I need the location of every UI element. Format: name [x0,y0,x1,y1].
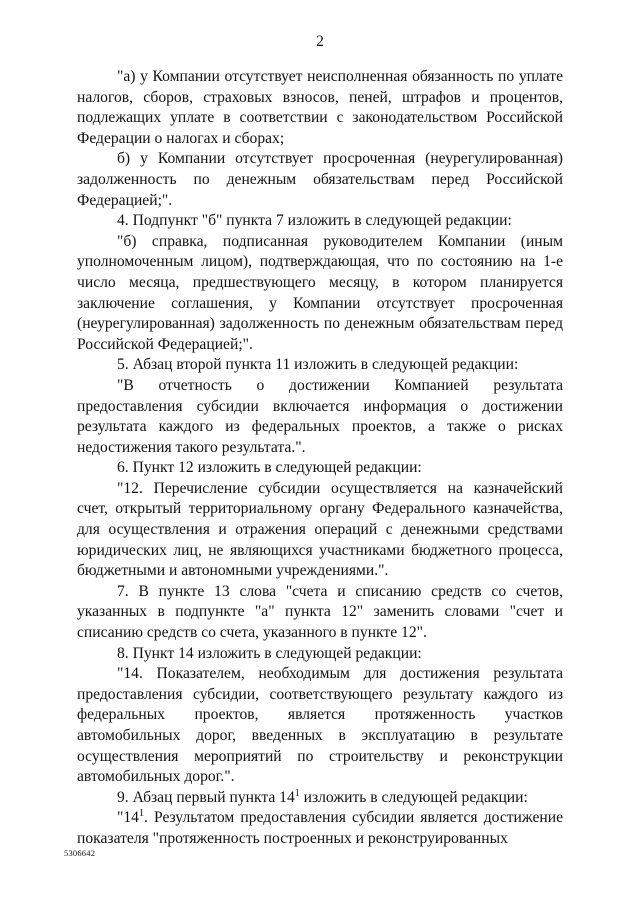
paragraph-6-text: "12. Перечисление субсидии осуществляется на казначейский счет, открытый территориальному органу Федерального казначейства, для осуществления и отражения операций с денежными средствами юридических лиц, не являющихся участниками бюджетного процесса, бюджетными и автономными учреждениями.". [77,479,563,580]
document-body [77,67,563,850]
paragraph-9-before: 9. Абзац первый пункта 14 [117,788,295,806]
paragraph-9-text-after: . Результатом предоставления субсидии является достижение показателя "протяженность построенных и реконструированных [77,809,563,847]
paragraph-8-text: "14. Показателем, необходимым для достижения результата предоставления субсидии, соответствующего результату каждого из федеральных проектов, является протяженность участков автомобильных дорог, введенных в эксплуатацию в результате осуществления мероприятий по строительству и реконструкции автомобильных дорог.". [77,665,563,786]
paragraph-item-7: 7. В пункте 13 слова "счета и списанию средств со счетов, указанных в подпункте "а" пункта 12" заменить словами "счет и списанию средств со счета, указанного в пункте 12". [77,582,563,642]
paragraph-item-8: 8. Пункт 14 изложить в следующей редакции: [117,644,422,662]
paragraph-item-9 [77,788,563,809]
paragraph-9-after: изложить в следующей редакции: [299,788,528,806]
superscript-mark: 1 [294,787,300,799]
paragraph-3a: "а) у Компании отсутствует неисполненная обязанность по уплате налогов, сборов, страховых взносов, пеней, штрафов и процентов, подлежащих уплате в соответствии с законодательством Российской Федерации о налогах и сборах; [77,68,563,147]
paragraph-item-4: 4. Подпункт "б" пункта 7 изложить в следующей редакции: [117,212,512,230]
paragraph-4b: "б) справка, подписанная руководителем Компании (иным уполномоченным лицом), подтверждающая, что по состоянию на 1-е число месяца, предшествующего месяцу, в котором планируется заключение соглашения, у Компании отсутствует просроченная (неурегулированная) задолженность по денежным обязательствам перед Российской Федерацией;". [77,232,563,353]
paragraph-3b: б) у Компании отсутствует просроченная (неурегулированная) задолженность по денежным обязательствам перед Российской Федерацией;". [77,150,563,209]
paragraph-item-6: 6. Пункт 12 изложить в следующей редакции: [117,459,422,477]
paragraph-item-5: 5. Абзац второй пункта 11 изложить в следующей редакции: [117,356,519,374]
superscript-mark: 1 [138,808,144,820]
page-number: 2 [316,33,324,50]
paragraph-9-text [77,808,563,849]
paragraph-9-text-before: "14 [117,809,139,827]
paragraph-5-text: "В отчетность о достижении Компанией результата предоставления субсидии включается информация о достижении результата каждого из федеральных проектов, а также о рисках недостижения такого результата.". [77,376,563,456]
document-code: 5306642 [64,848,96,858]
